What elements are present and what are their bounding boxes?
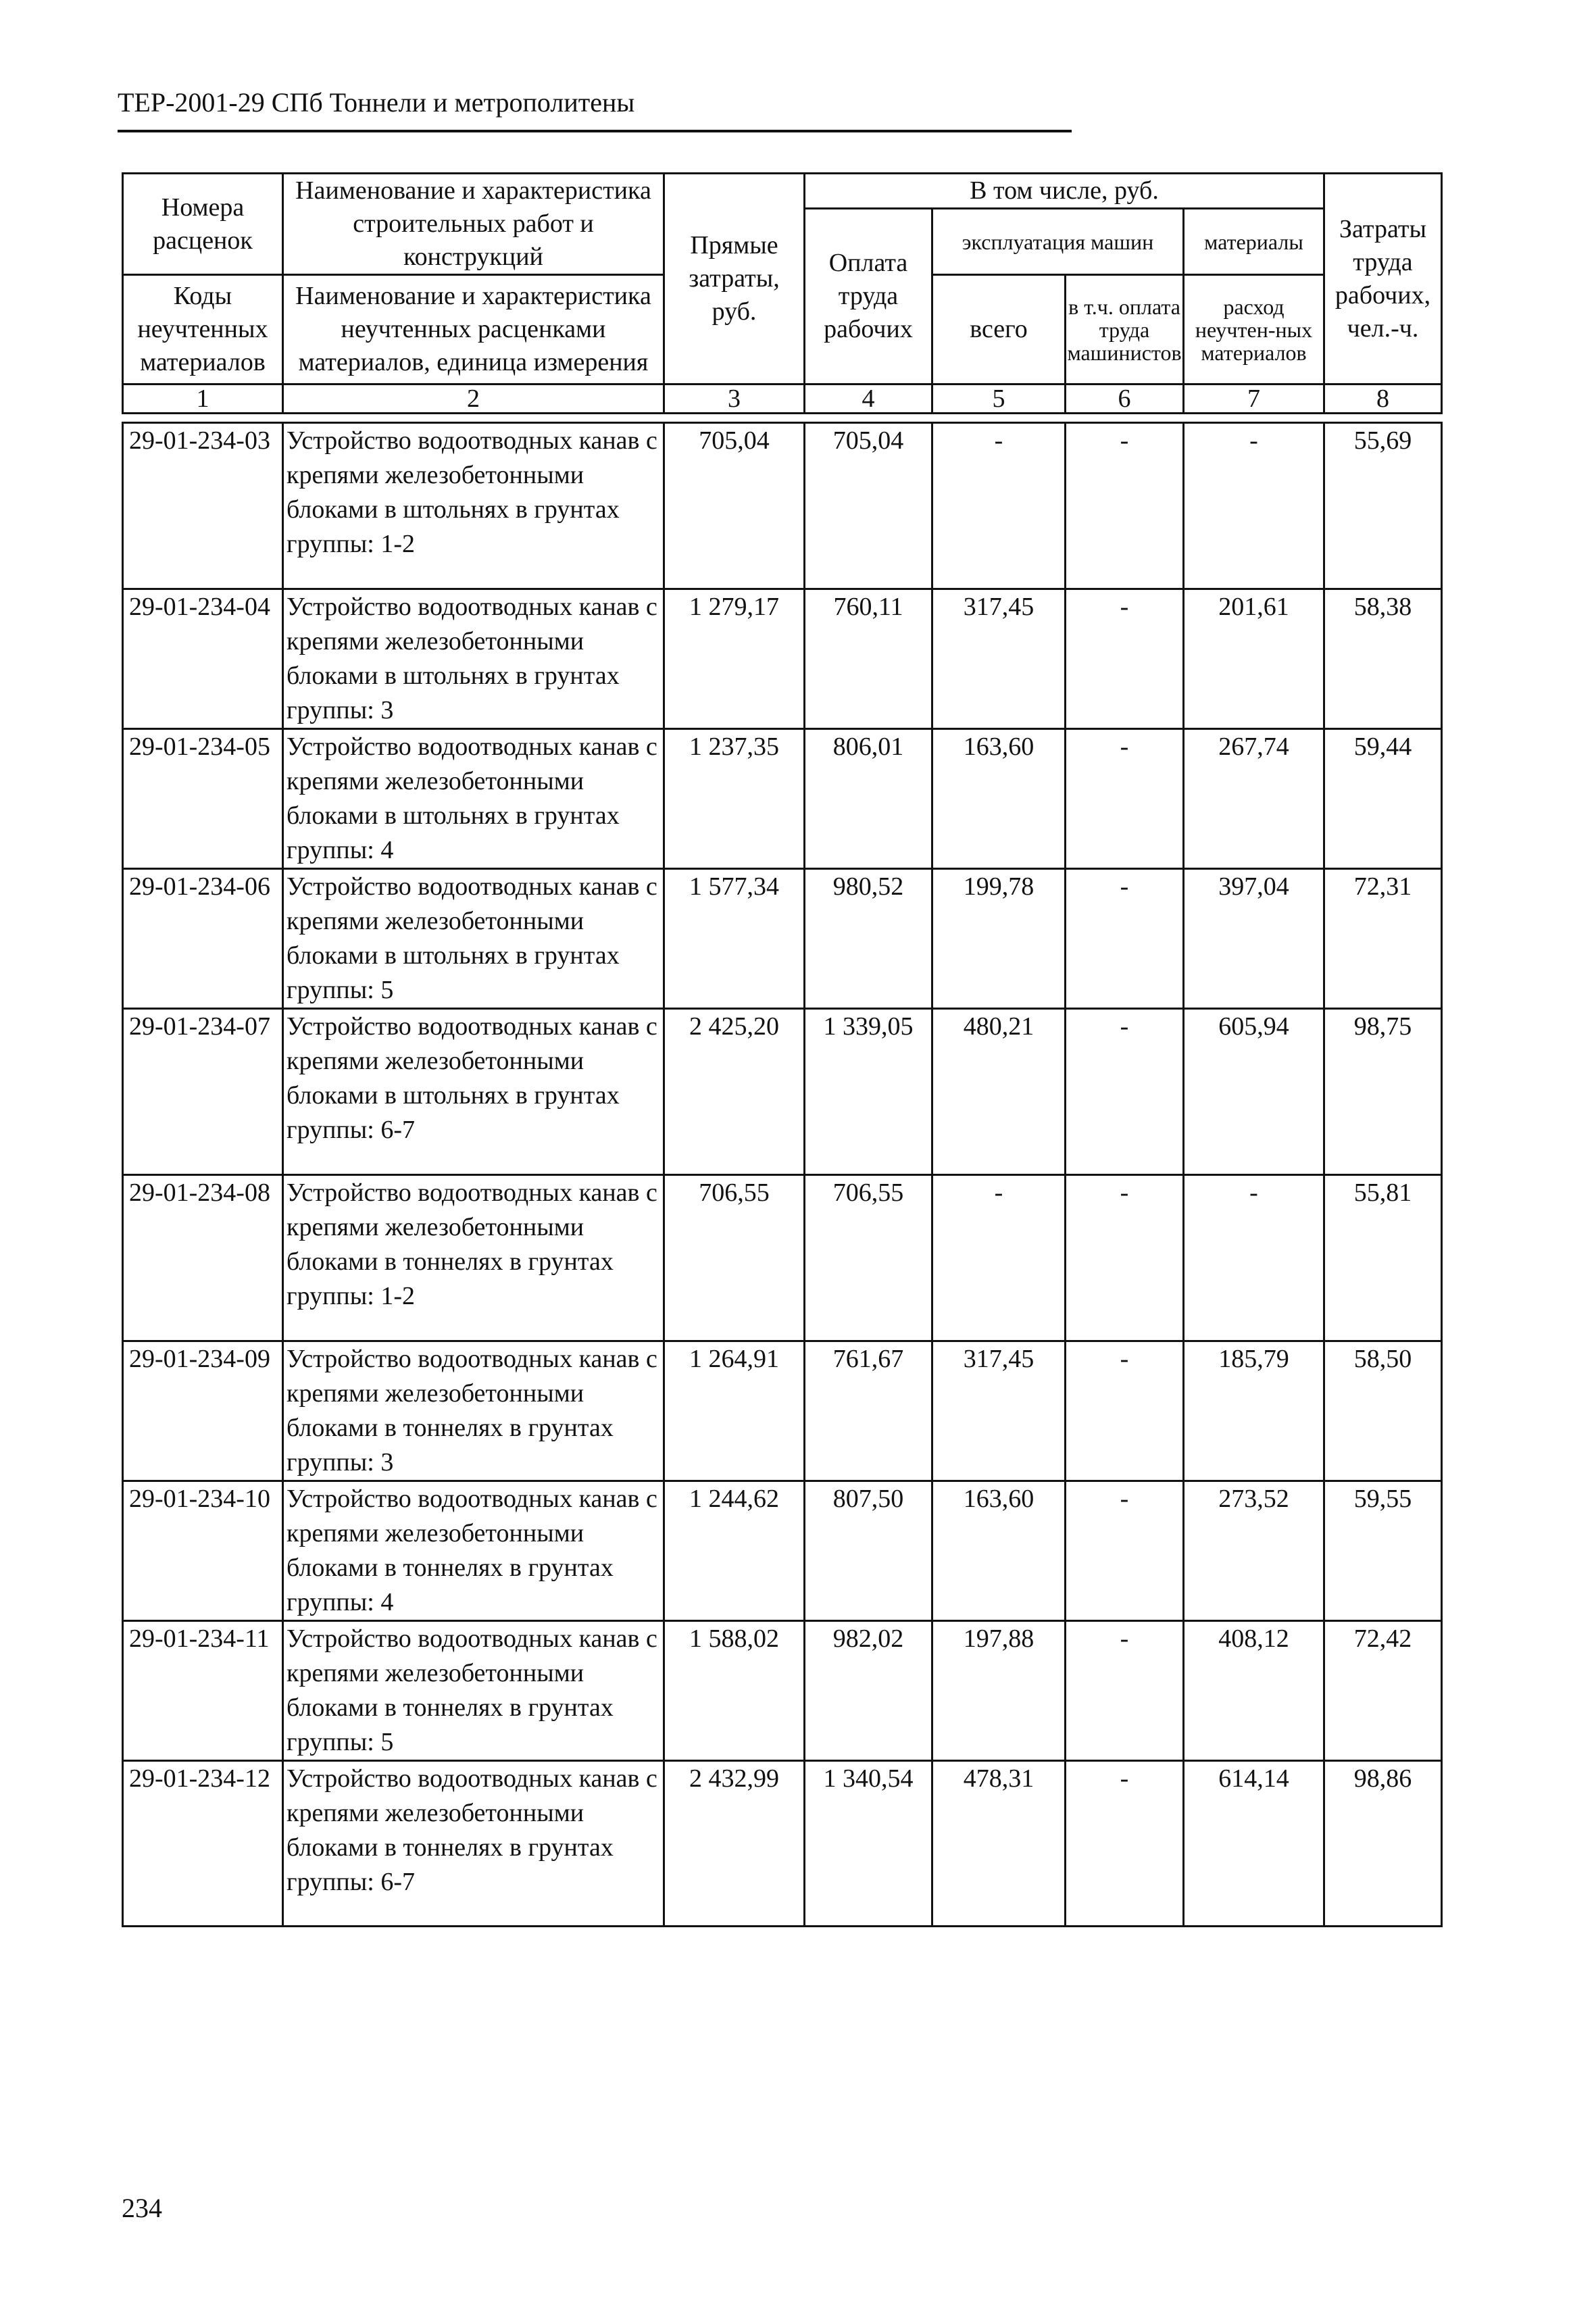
col4-header: Оплата труда рабочих [805, 209, 932, 384]
machinists-cost: - [1066, 1481, 1184, 1621]
materials-cost: 201,61 [1184, 589, 1324, 729]
group-header: В том числе, руб. [805, 174, 1324, 209]
labor-cost: 1 339,05 [805, 1009, 932, 1175]
work-description: Устройство водоотводных канав с крепями железобетонными блоками в штольнях в грунтах группы: 4 [283, 729, 664, 869]
table-header [122, 172, 1443, 414]
machines-cost: 478,31 [932, 1761, 1066, 1927]
machines-cost: 317,45 [932, 1341, 1066, 1481]
rate-code: 29-01-234-10 [123, 1481, 283, 1621]
table-row [123, 1341, 1442, 1481]
labor-cost: 705,04 [805, 423, 932, 589]
machinists-cost: - [1066, 1175, 1184, 1341]
machinists-cost: - [1066, 869, 1184, 1009]
work-description: Устройство водоотводных канав с крепями железобетонными блоками в тоннелях в грунтах группы: 3 [283, 1341, 664, 1481]
labor-cost: 980,52 [805, 869, 932, 1009]
col-number: 8 [1324, 384, 1442, 414]
col-number: 1 [123, 384, 283, 414]
rate-code: 29-01-234-12 [123, 1761, 283, 1927]
col2-header-top: Наименование и характеристика строительных работ и конструкций [283, 174, 664, 275]
machines-cost: 163,60 [932, 729, 1066, 869]
direct-cost: 1 279,17 [664, 589, 805, 729]
work-description: Устройство водоотводных канав с крепями железобетонными блоками в тоннелях в грунтах группы: 5 [283, 1621, 664, 1761]
work-description: Устройство водоотводных канав с крепями железобетонными блоками в тоннелях в грунтах группы: 6-7 [283, 1761, 664, 1927]
table-row [123, 1481, 1442, 1621]
labor-cost: 760,11 [805, 589, 932, 729]
table-row [123, 869, 1442, 1009]
machinists-cost: - [1066, 1009, 1184, 1175]
machinists-cost: - [1066, 589, 1184, 729]
direct-cost: 1 237,35 [664, 729, 805, 869]
machines-cost: 199,78 [932, 869, 1066, 1009]
rate-code: 29-01-234-07 [123, 1009, 283, 1175]
document-title: ТЕР-2001-29 СПб Тоннели и метрополитены [118, 87, 635, 118]
rate-code: 29-01-234-08 [123, 1175, 283, 1341]
table-row [123, 1621, 1442, 1761]
machines-cost: - [932, 423, 1066, 589]
materials-cost: 273,52 [1184, 1481, 1324, 1621]
page-number: 234 [122, 2193, 162, 2223]
labor-cost: 806,01 [805, 729, 932, 869]
col1-header-top: Номера расценок [123, 174, 283, 275]
table-body [122, 422, 1443, 1927]
rate-code: 29-01-234-04 [123, 589, 283, 729]
col5-header: всего [932, 275, 1066, 384]
labor-hours: 98,75 [1324, 1009, 1442, 1175]
machinists-cost: - [1066, 1621, 1184, 1761]
work-description: Устройство водоотводных канав с крепями железобетонными блоками в тоннелях в грунтах группы: 4 [283, 1481, 664, 1621]
labor-hours: 72,31 [1324, 869, 1442, 1009]
col2-header-bottom: Наименование и характеристика неучтенных расценками материалов, единица измерения [283, 275, 664, 384]
labor-hours: 55,81 [1324, 1175, 1442, 1341]
work-description: Устройство водоотводных канав с крепями железобетонными блоками в штольнях в грунтах группы: 6-7 [283, 1009, 664, 1175]
col8-header: Затраты труда рабочих, чел.-ч. [1324, 174, 1442, 384]
labor-hours: 58,38 [1324, 589, 1442, 729]
labor-hours: 98,86 [1324, 1761, 1442, 1927]
work-description: Устройство водоотводных канав с крепями железобетонными блоками в штольнях в грунтах группы: 1-2 [283, 423, 664, 589]
col-number: 7 [1184, 384, 1324, 414]
col-number: 5 [932, 384, 1066, 414]
col-number: 4 [805, 384, 932, 414]
materials-cost: - [1184, 423, 1324, 589]
machines-cost: - [932, 1175, 1066, 1341]
rate-code: 29-01-234-11 [123, 1621, 283, 1761]
col1-header-bottom: Коды неучтенных материалов [123, 275, 283, 384]
labor-hours: 59,55 [1324, 1481, 1442, 1621]
table-row [123, 1761, 1442, 1927]
col3-header: Прямые затраты, руб. [664, 174, 805, 384]
table-row [123, 1175, 1442, 1341]
rate-code: 29-01-234-06 [123, 869, 283, 1009]
direct-cost: 2 432,99 [664, 1761, 805, 1927]
work-description: Устройство водоотводных канав с крепями железобетонными блоками в штольнях в грунтах группы: 5 [283, 869, 664, 1009]
col-number: 6 [1066, 384, 1184, 414]
work-description: Устройство водоотводных канав с крепями железобетонными блоками в тоннелях в грунтах группы: 1-2 [283, 1175, 664, 1341]
machinists-cost: - [1066, 1761, 1184, 1927]
machines-header: эксплуатация машин [932, 209, 1184, 275]
table-row [123, 423, 1442, 589]
materials-cost: 605,94 [1184, 1009, 1324, 1175]
direct-cost: 1 577,34 [664, 869, 805, 1009]
materials-cost: - [1184, 1175, 1324, 1341]
machines-cost: 317,45 [932, 589, 1066, 729]
labor-hours: 59,44 [1324, 729, 1442, 869]
labor-hours: 55,69 [1324, 423, 1442, 589]
work-description: Устройство водоотводных канав с крепями железобетонными блоками в штольнях в грунтах группы: 3 [283, 589, 664, 729]
title-rule [118, 130, 1072, 132]
direct-cost: 705,04 [664, 423, 805, 589]
col6-header: в т.ч. оплата труда машинистов [1066, 275, 1184, 384]
col7-header: расход неучтен-ных материалов [1184, 275, 1324, 384]
labor-cost: 761,67 [805, 1341, 932, 1481]
table-row [123, 1009, 1442, 1175]
labor-hours: 72,42 [1324, 1621, 1442, 1761]
materials-header: материалы [1184, 209, 1324, 275]
labor-cost: 706,55 [805, 1175, 932, 1341]
materials-cost: 185,79 [1184, 1341, 1324, 1481]
direct-cost: 2 425,20 [664, 1009, 805, 1175]
table-row [123, 589, 1442, 729]
materials-cost: 408,12 [1184, 1621, 1324, 1761]
direct-cost: 706,55 [664, 1175, 805, 1341]
col-number: 2 [283, 384, 664, 414]
materials-cost: 614,14 [1184, 1761, 1324, 1927]
direct-cost: 1 588,02 [664, 1621, 805, 1761]
rate-code: 29-01-234-09 [123, 1341, 283, 1481]
machinists-cost: - [1066, 423, 1184, 589]
machinists-cost: - [1066, 729, 1184, 869]
materials-cost: 397,04 [1184, 869, 1324, 1009]
machines-cost: 163,60 [932, 1481, 1066, 1621]
rate-code: 29-01-234-05 [123, 729, 283, 869]
labor-cost: 982,02 [805, 1621, 932, 1761]
rate-code: 29-01-234-03 [123, 423, 283, 589]
direct-cost: 1 264,91 [664, 1341, 805, 1481]
table-row [123, 729, 1442, 869]
materials-cost: 267,74 [1184, 729, 1324, 869]
machinists-cost: - [1066, 1341, 1184, 1481]
labor-cost: 807,50 [805, 1481, 932, 1621]
machines-cost: 480,21 [932, 1009, 1066, 1175]
machines-cost: 197,88 [932, 1621, 1066, 1761]
col-number: 3 [664, 384, 805, 414]
labor-cost: 1 340,54 [805, 1761, 932, 1927]
labor-hours: 58,50 [1324, 1341, 1442, 1481]
direct-cost: 1 244,62 [664, 1481, 805, 1621]
